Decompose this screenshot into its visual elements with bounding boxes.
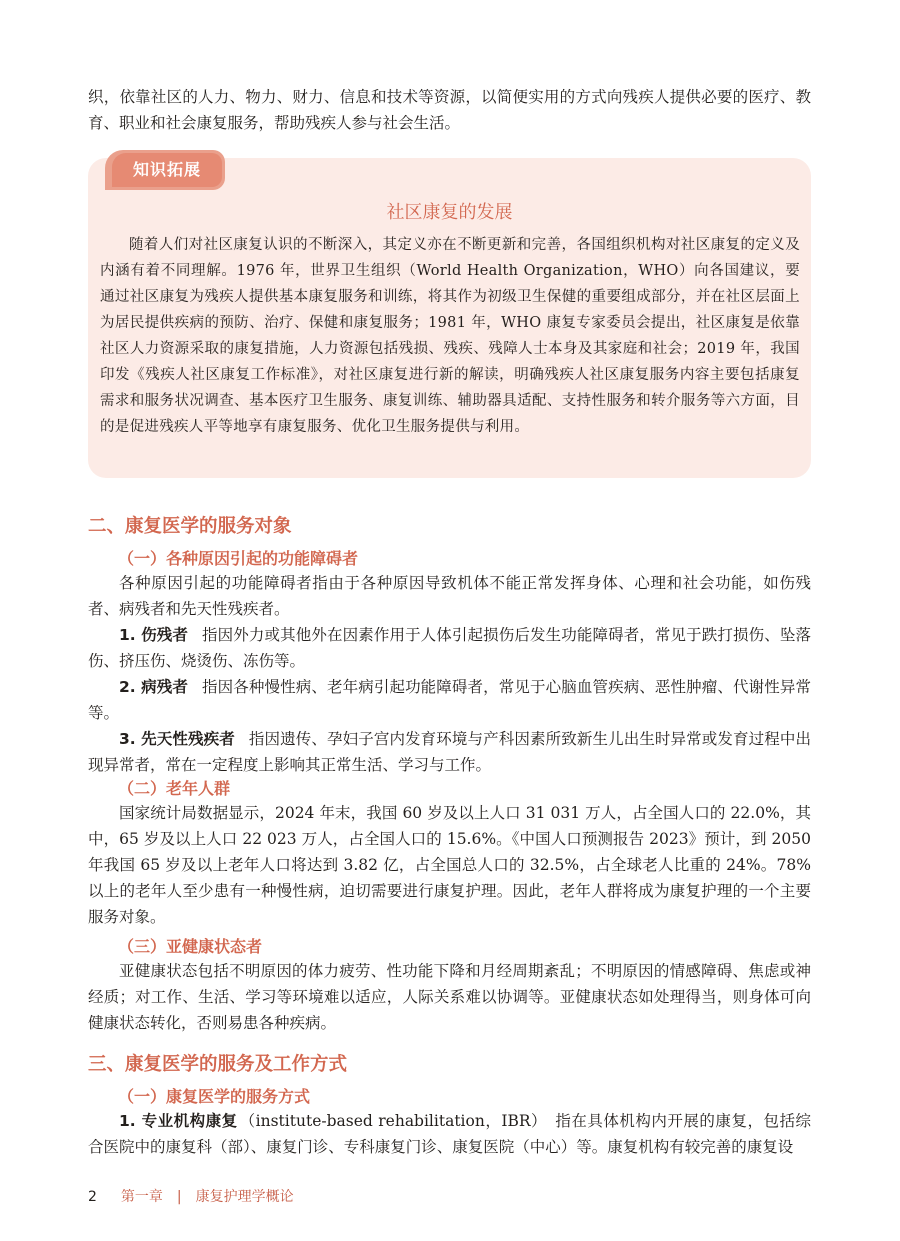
page-footer: [88, 1186, 294, 1206]
subheading-2-2: （二）老年人群: [118, 779, 231, 798]
chapter-label: 第一章: [120, 1189, 163, 1205]
subheading-3-1: （一）康复医学的服务方式: [118, 1087, 311, 1106]
page-number: 2: [88, 1189, 97, 1205]
term-label: 1. 伤残者: [119, 626, 189, 644]
term-text: 指因外力或其他外在因素作用于人体引起损伤后发生功能障碍者，常见于跌打损伤、坠落伤、挤压伤、烧烫伤、冻伤等。: [88, 626, 811, 670]
chapter-title: 康复护理学概论: [195, 1189, 294, 1205]
term-label: 3. 先天性残疾者: [119, 730, 235, 748]
knowledge-title: 社区康复的发展: [386, 202, 513, 223]
section-heading-2: 二、康复医学的服务对象: [88, 516, 292, 537]
term-label: 1. 专业机构康复: [119, 1112, 238, 1130]
knowledge-tab: 知识拓展: [112, 153, 222, 187]
paragraph-2-1: 各种原因引起的功能障碍者指由于各种原因导致机体不能正常发挥身体、心理和社会功能，如伤残者、病残者和先天性残疾者。: [88, 574, 811, 618]
term-label: 2. 病残者: [119, 678, 189, 696]
term-text: 指因遗传、孕妇子宫内发育环境与产科因素所致新生儿出生时异常或发育过程中出现异常者，常在一定程度上影响其正常生活、学习与工作。: [88, 730, 811, 774]
subheading-2-1: （一）各种原因引起的功能障碍者: [118, 549, 359, 568]
list-item: [88, 622, 811, 674]
paragraph-2-2: 国家统计局数据显示，2024 年末，我国 60 岁及以上人口 31 031 万人，占全国人口的 22.0%，其中，65 岁及以上人口 22 023 万人，占全国人口的 15.6%。《中国人口预测报告 2023》预计，到 2050 年我国 65 岁及以上老年人口将达到 3.82 亿，占全国总人口的 32.5%，占全球老人比重的 24%。78% 以上的老年人至少患有一种慢性病，迫切需要进行康复护理。因此，老年人群将成为康复护理的一个主要服务对象。: [88, 804, 811, 926]
subheading-2-3: （三）亚健康状态者: [118, 937, 263, 956]
term-text: （institute-based rehabilitation，IBR） 指在具体机构内开展的康复，包括综合医院中的康复科（部）、康复门诊、专科康复门诊、康复医院（中心）等。康复机构有较完善的康复设: [88, 1112, 811, 1156]
term-text: 指因各种慢性病、老年病引起功能障碍者，常见于心脑血管疾病、恶性肿瘤、代谢性异常等。: [88, 678, 811, 722]
paragraph-2-3: 亚健康状态包括不明原因的体力疲劳、性功能下降和月经周期紊乱；不明原因的情感障碍、焦虑或神经质；对工作、生活、学习等环境难以适应，人际关系难以协调等。亚健康状态如处理得当，则身体可向健康状态转化，否则易患各种疾病。: [88, 962, 811, 1032]
knowledge-body: 随着人们对社区康复认识的不断深入，其定义亦在不断更新和完善，各国组织机构对社区康复的定义及内涵有着不同理解。1976 年，世界卫生组织（World Health Organization，WHO）向各国建议，要通过社区康复为残疾人提供基本康复服务和训练，将其作为初级卫生保健的重要组成部分，并在社区层面上为居民提供疾病的预防、治疗、保健和康复服务；1981 年，WHO 康复专家委员会提出，社区康复是依靠社区人力资源采取的康复措施，人力资源包括残损、残疾、残障人士本身及其家庭和社会；2019 年，我国印发《残疾人社区康复工作标准》，对社区康复进行新的解读，明确残疾人社区康复服务内容主要包括康复需求和服务状况调查、基本医疗卫生服务、康复训练、辅助器具适配、支持性服务和转介服务等六方面，目的是促进残疾人平等地享有康复服务、优化卫生服务提供与利用。: [100, 237, 800, 435]
list-item: [88, 726, 811, 778]
paragraph-3-1: [88, 1108, 811, 1160]
list-item: [88, 674, 811, 726]
footer-separator: |: [176, 1189, 182, 1205]
section-heading-3: 三、康复医学的服务及工作方式: [88, 1054, 348, 1075]
intro-paragraph: 织，依靠社区的人力、物力、财力、信息和技术等资源，以简便实用的方式向残疾人提供必要的医疗、教育、职业和社会康复服务，帮助残疾人参与社会生活。: [88, 88, 811, 132]
